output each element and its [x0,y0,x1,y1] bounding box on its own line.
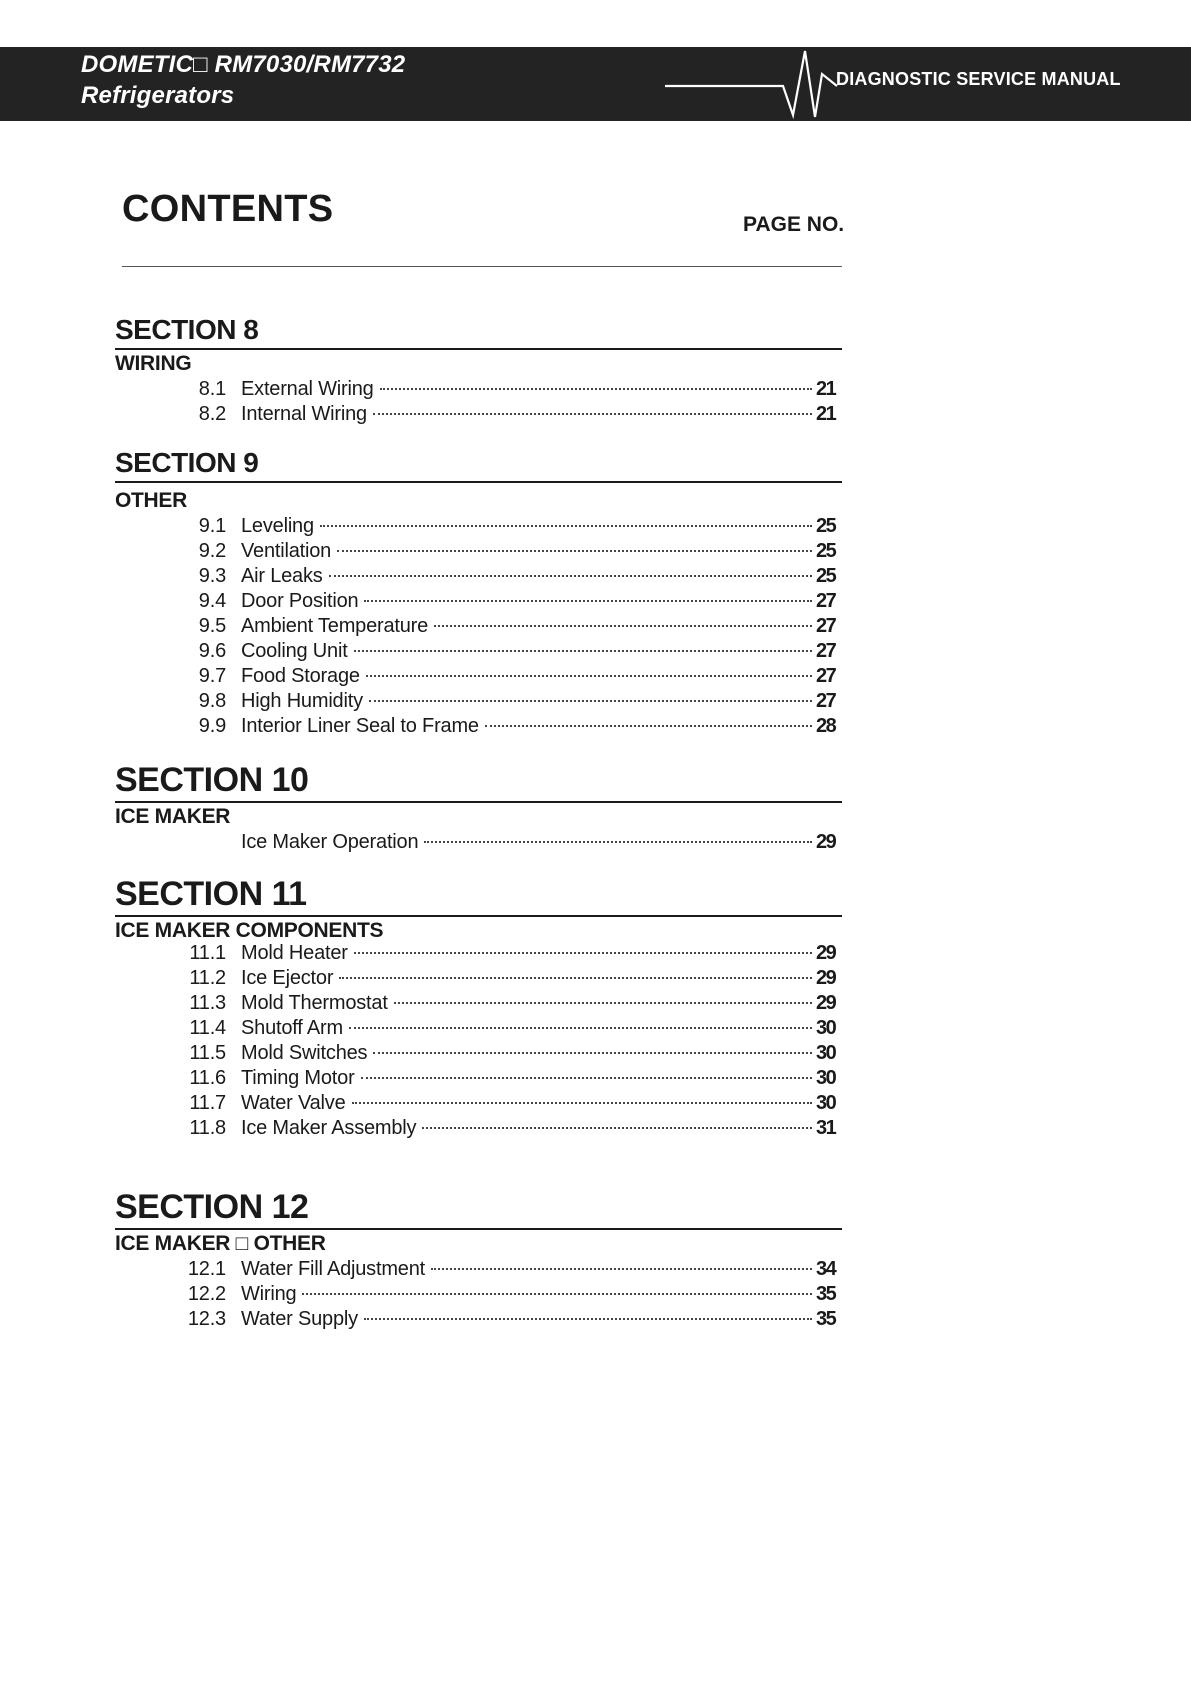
toc-entry[interactable] [115,966,842,991]
toc-entry[interactable] [115,1066,842,1091]
dot-leader [302,1293,812,1295]
toc-entry[interactable] [115,614,842,639]
entry-number: 9.2 [198,540,226,562]
toc-entry[interactable] [115,664,842,689]
entry-title: Ambient Temperature [241,615,429,637]
entry-page-number: 31 [816,1117,836,1139]
entry-page-number: 35 [816,1308,836,1330]
entry-number: 11.5 [189,1042,226,1064]
entry-page-number: 35 [816,1283,836,1305]
entry-title: Mold Switches [241,1042,368,1064]
entry-number: 12.2 [187,1283,226,1305]
toc-entry-list [115,1257,842,1332]
entry-page-number: 30 [816,1092,836,1114]
heading-divider [122,266,842,267]
entry-title: Air Leaks [241,565,323,587]
toc-entry[interactable] [115,564,842,589]
entry-title: Ice Ejector [241,967,334,989]
entry-page-number: 27 [816,640,836,662]
entry-number: 9.7 [198,665,226,687]
entry-number: 11.2 [189,967,226,989]
entry-title: External Wiring [241,378,374,400]
section-subtitle: OTHER [115,489,188,512]
dot-leader [369,700,812,702]
toc-entry-list [115,377,842,427]
entry-title: Leveling [241,515,314,537]
entry-title: Timing Motor [241,1067,355,1089]
toc-entry[interactable] [115,514,842,539]
dot-leader [361,1077,812,1079]
section-12 [115,1188,842,1332]
entry-number: 8.2 [198,403,226,425]
entry-title: Interior Liner Seal to Frame [241,715,479,737]
entry-number: 9.5 [198,615,226,637]
dot-leader [431,1268,812,1270]
toc-entry[interactable] [115,1091,842,1116]
entry-number: 8.1 [198,378,226,400]
dot-leader [434,625,812,627]
toc-entry[interactable] [115,830,842,855]
dot-leader [380,388,812,390]
entry-page-number: 27 [816,590,836,612]
entry-number: 11.7 [189,1092,226,1114]
section-8 [115,314,842,427]
entry-title: High Humidity [241,690,363,712]
entry-page-number: 29 [816,992,836,1014]
dot-leader [349,1027,812,1029]
entry-page-number: 25 [816,540,836,562]
entry-title: Ice Maker Assembly [241,1117,417,1139]
entry-number: 9.1 [198,515,226,537]
brand-model: DOMETIC□ RM7030/RM7732 [81,51,406,78]
entry-number: 9.8 [198,690,226,712]
section-title: SECTION 10 [115,761,842,803]
section-subtitle: ICE MAKER COMPONENTS [115,919,384,942]
section-11 [115,875,842,1141]
dot-leader [366,675,812,677]
entry-number: 11.8 [189,1117,226,1139]
entry-page-number: 27 [816,690,836,712]
dot-leader [354,952,812,954]
section-10 [115,761,842,855]
entry-title: Water Fill Adjustment [241,1258,426,1280]
toc-entry[interactable] [115,639,842,664]
entry-number: 11.3 [189,992,226,1014]
section-title: SECTION 11 [115,875,842,917]
entry-page-number: 29 [816,967,836,989]
entry-title: Ventilation [241,540,332,562]
entry-title: Water Supply [241,1308,358,1330]
entry-page-number: 21 [816,403,836,425]
entry-number: 12.1 [187,1258,226,1280]
entry-page-number: 28 [816,715,836,737]
dot-leader [337,550,812,552]
dot-leader [422,1127,812,1129]
toc-entry[interactable] [115,1282,842,1307]
entry-number: 9.9 [198,715,226,737]
section-title: SECTION 12 [115,1188,842,1230]
entry-page-number: 25 [816,565,836,587]
entry-page-number: 30 [816,1042,836,1064]
toc-entry[interactable] [115,1116,842,1141]
entry-number: 11.6 [189,1067,226,1089]
entry-number: 11.4 [189,1017,226,1039]
entry-title: Shutoff Arm [241,1017,343,1039]
entry-number: 9.4 [198,590,226,612]
toc-entry[interactable] [115,1307,842,1332]
entry-number: 11.1 [189,942,226,964]
entry-title: Door Position [241,590,359,612]
toc-entry[interactable] [115,991,842,1016]
dot-leader [373,1052,812,1054]
toc-entry[interactable] [115,377,842,402]
toc-entry-list [115,514,842,739]
entry-number: 9.6 [198,640,226,662]
entry-number: 9.3 [198,565,226,587]
toc-entry[interactable] [115,714,842,739]
entry-number: 12.3 [187,1308,226,1330]
dot-leader [339,977,812,979]
dot-leader [424,841,812,843]
toc-entry[interactable] [115,689,842,714]
dot-leader [352,1102,813,1104]
entry-title: Water Valve [241,1092,346,1114]
section-title: SECTION 9 [115,447,842,483]
entry-page-number: 30 [816,1067,836,1089]
entry-title: Food Storage [241,665,360,687]
entry-title: Internal Wiring [241,403,367,425]
entry-page-number: 29 [816,831,836,853]
section-subtitle: ICE MAKER □ OTHER [115,1232,326,1255]
toc-entry[interactable] [115,539,842,564]
toc-entry-list [115,941,842,1141]
entry-page-number: 27 [816,665,836,687]
toc-entry[interactable] [115,1041,842,1066]
entry-title: Mold Heater [241,942,348,964]
toc-entry[interactable] [115,402,842,427]
toc-entry[interactable] [115,589,842,614]
brand-block [81,49,405,111]
entry-page-number: 21 [816,378,836,400]
page-title: CONTENTS [122,188,334,230]
section-subtitle: WIRING [115,352,192,375]
dot-leader [364,600,812,602]
manual-title: DIAGNOSTIC SERVICE MANUAL [836,69,1121,89]
entry-page-number: 30 [816,1017,836,1039]
dot-leader [485,725,812,727]
toc-entry[interactable] [115,1016,842,1041]
page-number-column-label: PAGE NO. [743,213,845,236]
dot-leader [320,525,812,527]
section-subtitle: ICE MAKER [115,805,231,828]
entry-page-number: 29 [816,942,836,964]
section-9 [115,447,842,739]
entry-page-number: 34 [816,1258,836,1280]
toc-entry-list [115,830,842,855]
entry-title: Cooling Unit [241,640,348,662]
entry-title: Ice Maker Operation [241,831,419,853]
entry-title: Wiring [241,1283,297,1305]
brand-product: Refrigerators [81,82,235,109]
section-title: SECTION 8 [115,314,842,350]
toc-entry[interactable] [115,941,842,966]
dot-leader [354,650,812,652]
entry-page-number: 25 [816,515,836,537]
dot-leader [329,575,812,577]
dot-leader [364,1318,812,1320]
header-bar [0,47,1191,121]
dot-leader [373,413,812,415]
heartbeat-line-icon [665,47,845,121]
dot-leader [394,1002,812,1004]
entry-title: Mold Thermostat [241,992,388,1014]
toc-entry[interactable] [115,1257,842,1282]
entry-page-number: 27 [816,615,836,637]
